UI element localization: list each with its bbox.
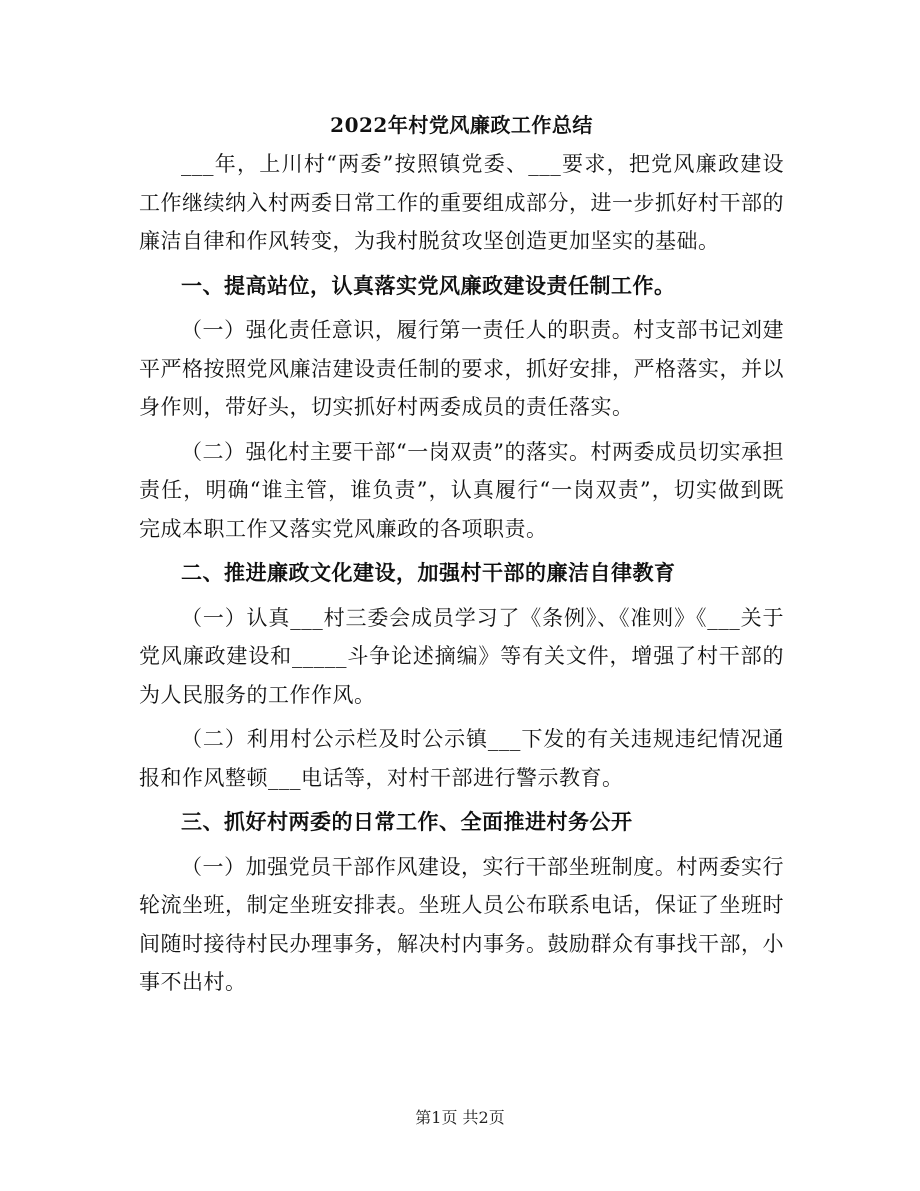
intro-paragraph: ___年，上川村“两委”按照镇党委、___要求，把党风廉政建设工作继续纳入村两委日常工作的重要组成部分，进一步抓好村干部的廉洁自律和作风转变，为我村脱贫攻坚创造更加坚实的基础。 bbox=[139, 152, 784, 253]
section-1-item-1: （一）强化责任意识，履行第一责任人的职责。村支部书记刘建平严格按照党风廉洁建设责任制的要求，抓好安排，严格落实，并以身作则，带好头，切实抓好村两委成员的责任落实。 bbox=[139, 318, 784, 419]
page-number: 第1页 共2页 bbox=[415, 1108, 505, 1127]
section-heading-2: 二、推进廉政文化建设，加强村干部的廉洁自律教育 bbox=[181, 560, 676, 585]
section-2-item-2: （二）利用村公示栏及时公示镇___下发的有关违规违纪情况通报和作风整顿___电话等，对村干部进行警示教育。 bbox=[139, 727, 784, 790]
section-2-item-1: （一）认真___村三委会成员学习了《条例》、《准则》《___关于党风廉政建设和_____斗争论述摘编》等有关文件，增强了村干部的为人民服务的工作作风。 bbox=[139, 605, 784, 707]
document-body bbox=[139, 105, 784, 1002]
section-1-item-2: （二）强化村主要干部“一岗双责”的落实。村两委成员切实承担责任，明确“谁主管，谁负责”，认真履行“一岗双责”，切实做到既完成本职工作又落实党风廉政的各项职责。 bbox=[139, 439, 784, 541]
section-heading-3: 三、抓好村两委的日常工作、全面推进村务公开 bbox=[181, 809, 633, 834]
section-3-item-1: （一）加强党员干部作风建设，实行干部坐班制度。村两委实行轮流坐班，制定坐班安排表。坐班人员公布联系电话，保证了坐班时间随时接待村民办理事务，解决村内事务。鼓励群众有事找干部，小事不出村。 bbox=[139, 854, 784, 994]
section-heading-1: 一、提高站位，认真落实党风廉政建设责任制工作。 bbox=[181, 272, 676, 298]
document-title: 2022年村党风廉政工作总结 bbox=[330, 113, 593, 137]
